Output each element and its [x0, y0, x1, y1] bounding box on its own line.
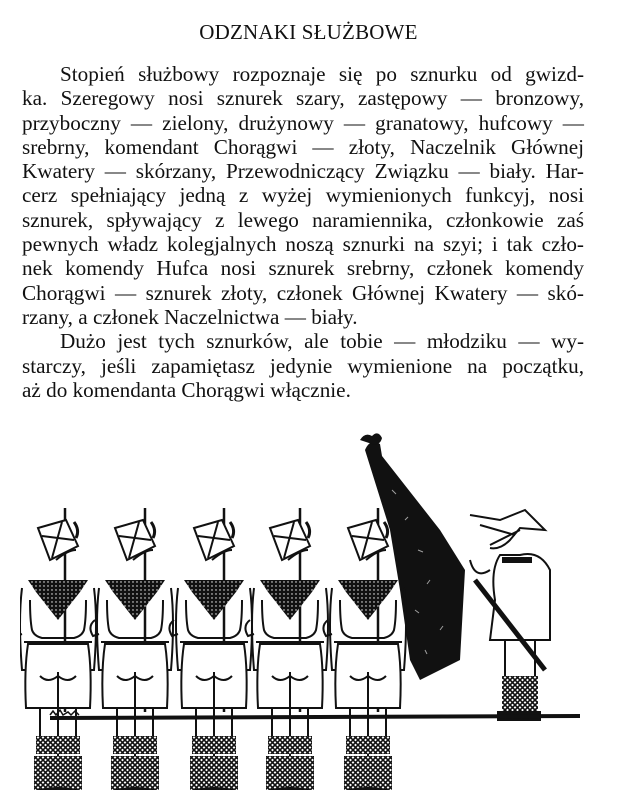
text-line: pewnych władz kolegjalnych noszą sznurki na szyi; i tak czło-: [22, 232, 584, 257]
text-line: Chorągwi — sznurek złoty, członek Głównej Kwatery — skó-: [22, 280, 584, 305]
text-line: sznurek, spływający z lewego naramiennika, członkowie zaś: [22, 207, 584, 232]
body-text: [22, 62, 584, 402]
text-line: Kwatery — skórzany, Przewodniczący Związku — biały. Har-: [22, 159, 584, 184]
text-line: Dużo jest tych sznurków, ale tobie — młodziku — wy-: [60, 329, 584, 354]
text-line: rzany, a członek Naczelnictwa — biały.: [22, 304, 358, 329]
text-line: ka. Szeregowy nosi sznurek szary, zastępowy — bronzowy,: [22, 86, 584, 111]
page-title: ODZNAKI SŁUŻBOWE: [199, 20, 418, 44]
text-line: Stopień służbowy rozpoznaje się po sznurku od gwizd-: [60, 62, 584, 86]
text-line: cerz spełniający jedną z wyżej wymienionych funkcyj, nosi: [22, 183, 584, 208]
text-line: nek komendy Hufca nosi sznurek srebrny, członek komendy: [22, 256, 584, 281]
text-line: starczy, jeśli zapamiętasz jedynie wymienione na początku,: [22, 353, 584, 378]
text-line: aż do komendanta Chorągwi włącznie.: [22, 377, 351, 402]
text-line: srebrny, komendant Chorągwi — złoty, Naczelnik Głównej: [22, 134, 584, 159]
text-line: przyboczny — zielony, drużynowy — granatowy, hufcowy —: [22, 110, 584, 135]
scouts-flag-illustration: [20, 430, 600, 790]
